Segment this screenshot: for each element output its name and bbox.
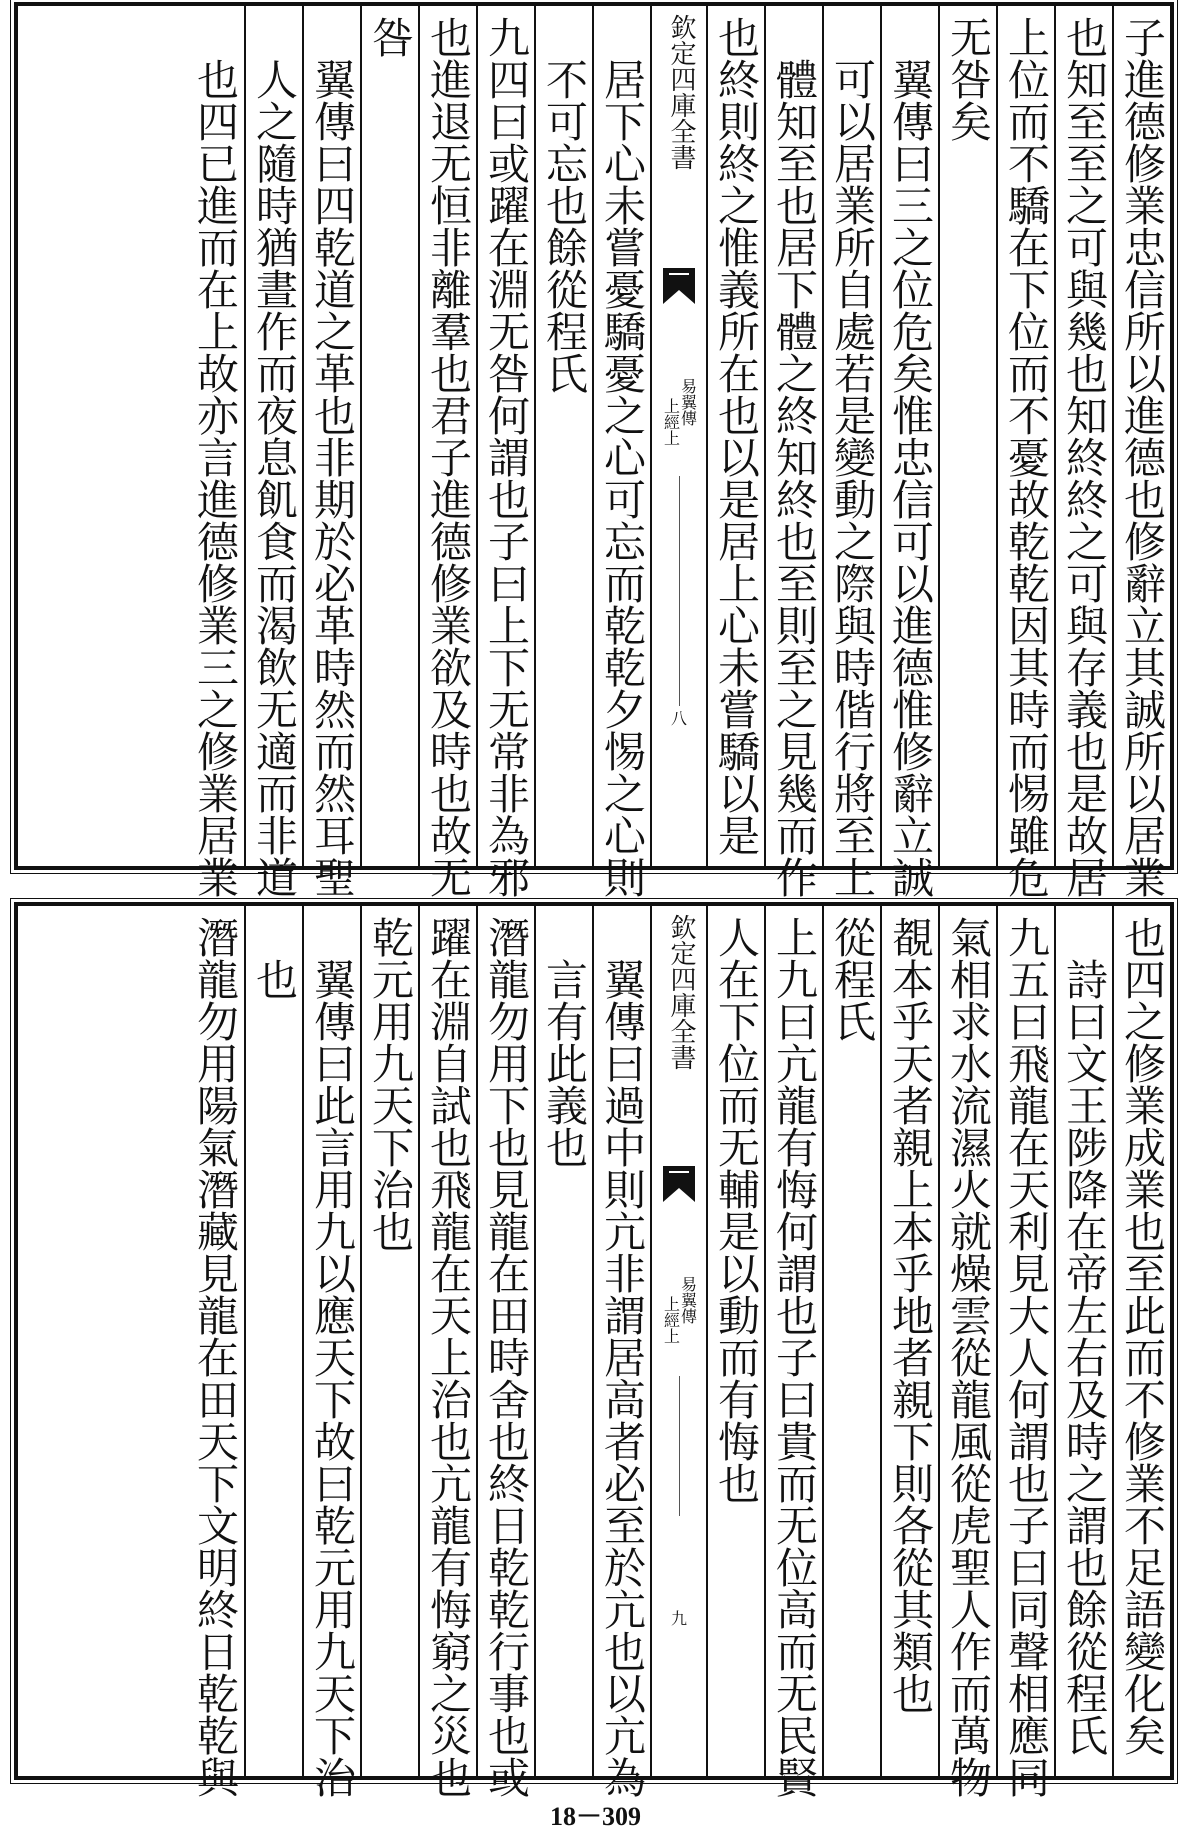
column-text: 言有此義也 — [540, 958, 589, 1168]
text-column — [186, 6, 244, 898]
book-title: 欽定四庫全書 — [666, 14, 696, 170]
volume-label-left: 上經上 — [661, 1296, 681, 1344]
text-column — [418, 6, 476, 898]
column-text: 人之隨時猶晝作而夜息飢食而渴飲无適而非道 — [250, 58, 299, 898]
leaf-number: 九 — [670, 1609, 687, 1628]
fishtail-mark-icon — [661, 1164, 697, 1204]
text-column — [360, 6, 418, 866]
fold-rule — [679, 476, 680, 706]
text-column — [592, 6, 650, 898]
text-column — [996, 906, 1054, 1798]
text-column — [186, 906, 244, 1798]
column-text: 翼傳曰三之位危矣惟忠信可以進德惟修辭立誠 — [886, 58, 935, 898]
column-text: 也四已進而在上故亦言進德修業三之修業居業 — [191, 58, 240, 898]
text-column — [418, 906, 476, 1798]
text-column — [360, 906, 418, 1776]
column-text: 子進德修業忠信所以進德也修辭立其誠所以居業 — [1118, 16, 1167, 898]
text-column — [822, 6, 880, 898]
text-column — [706, 906, 764, 1776]
text-column — [592, 906, 650, 1798]
text-column — [534, 906, 592, 1776]
upper-page — [14, 2, 1174, 898]
text-column — [764, 906, 822, 1798]
column-text: 上九曰亢龍有悔何謂也子曰貴而无位高而无民賢 — [770, 916, 819, 1798]
text-column — [1112, 6, 1170, 898]
text-column — [244, 906, 302, 1776]
fold-rule — [679, 1376, 680, 1516]
column-text: 也四之修業成業也至此而不修業不足語變化矣 — [1118, 916, 1167, 1756]
leaf-number: 八 — [670, 709, 687, 728]
column-text: 翼傳曰此言用九以應天下故曰乾元用九天下治 — [308, 958, 357, 1798]
column-text: 翼傳曰四乾道之革也非期於必革時然而然耳聖 — [308, 58, 357, 898]
column-text: 也進退无恒非離羣也君子進德修業欲及時也故无 — [424, 16, 473, 898]
text-column — [1054, 906, 1112, 1776]
column-text: 也知至至之可與幾也知終終之可與存義也是故居 — [1060, 16, 1109, 898]
text-column — [302, 6, 360, 898]
column-text: 乾元用九天下治也 — [366, 916, 415, 1252]
column-text: 覩本乎天者親上本乎地者親下則各從其類也 — [886, 916, 935, 1714]
text-column — [302, 906, 360, 1798]
text-column — [880, 906, 938, 1776]
column-text: 上位而不驕在下位而不憂故乾乾因其時而惕雖危 — [1002, 16, 1051, 898]
column-text: 潛龍勿用下也見龍在田時舍也終日乾乾行事也或 — [482, 916, 531, 1798]
text-column — [996, 6, 1054, 898]
column-text: 人在下位而无輔是以動而有悔也 — [712, 916, 761, 1504]
column-text: 潛龍勿用陽氣潛藏見龍在田天下文明終日乾乾與 — [191, 916, 240, 1798]
text-column — [880, 6, 938, 898]
fishtail-mark-icon — [661, 266, 697, 306]
column-text: 也 — [250, 958, 299, 1000]
text-column — [822, 906, 880, 1776]
text-column — [706, 6, 764, 866]
text-column — [534, 6, 592, 866]
column-text: 躍在淵自試也飛龍在天上治也亢龍有悔窮之災也 — [424, 916, 473, 1798]
text-column — [938, 906, 996, 1798]
text-column — [476, 6, 534, 898]
text-column — [244, 6, 302, 898]
column-text: 詩曰文王陟降在帝左右及時之謂也餘從程氏 — [1060, 958, 1109, 1756]
column-text: 也終則終之惟義所在也以是居上心未嘗驕以是 — [712, 16, 761, 856]
text-column — [764, 6, 822, 898]
column-text: 咎 — [366, 16, 415, 58]
column-text: 无咎矣 — [944, 16, 993, 142]
column-text: 不可忘也餘從程氏 — [540, 58, 589, 394]
text-column — [476, 906, 534, 1798]
volume-label-right: 易翼傳 — [678, 1276, 698, 1324]
center-fold-column — [650, 6, 706, 866]
volume-label — [662, 378, 696, 446]
column-text: 居下心未嘗憂驕憂之心可忘而乾乾夕惕之心則 — [598, 58, 647, 898]
volume-label-right: 易翼傳 — [678, 378, 698, 426]
volume-label — [662, 1276, 696, 1344]
column-text: 氣相求水流濕火就燥雲從龍風從虎聖人作而萬物 — [944, 916, 993, 1798]
column-text: 可以居業所自處若是變動之際與時偕行將至上 — [828, 58, 877, 898]
column-text: 九四曰或躍在淵无咎何謂也子曰上下无常非為邪 — [482, 16, 531, 898]
column-text: 從程氏 — [828, 916, 877, 1042]
text-column — [938, 6, 996, 866]
text-column — [1112, 906, 1170, 1776]
column-text: 體知至也居下體之終知終也至則至之見幾而作 — [770, 58, 819, 898]
column-text: 翼傳曰過中則亢非謂居高者必至於亢也以亢為 — [598, 958, 647, 1798]
column-text: 九五曰飛龍在天利見大人何謂也子曰同聲相應同 — [1002, 916, 1051, 1798]
center-fold-column — [650, 906, 706, 1776]
text-column — [1054, 6, 1112, 898]
volume-label-left: 上經上 — [661, 398, 681, 446]
lower-page — [14, 902, 1174, 1798]
page-footer-number: 18－309 — [549, 1802, 641, 1831]
book-title: 欽定四庫全書 — [666, 914, 696, 1070]
